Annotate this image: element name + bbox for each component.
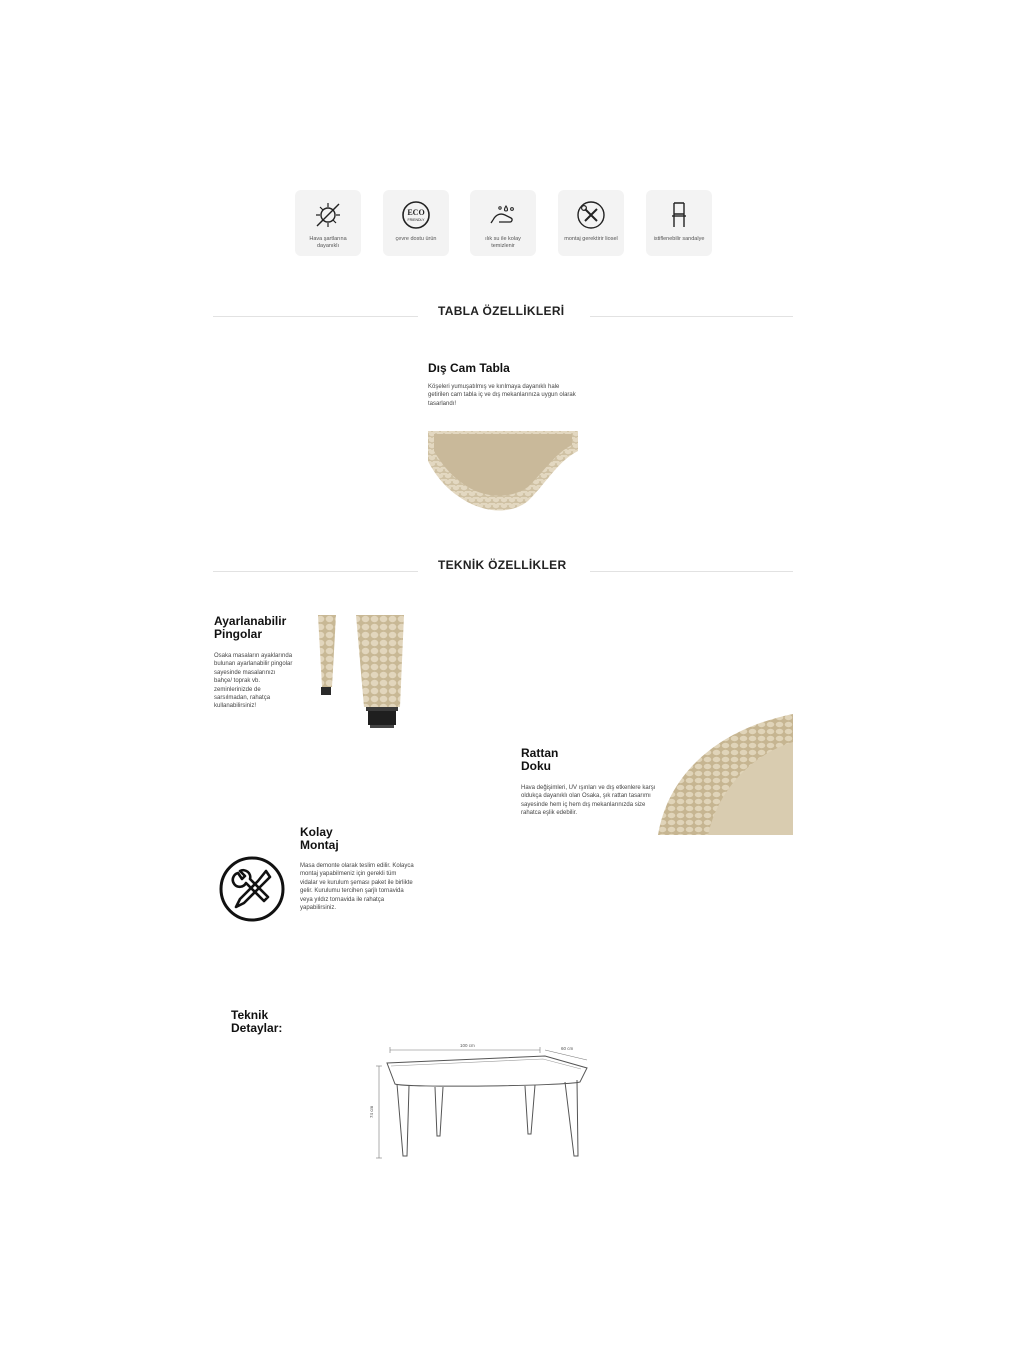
weather-resistant-icon — [311, 198, 345, 232]
tech-details-title-line2: Detaylar: — [231, 1021, 283, 1035]
feature-caption: montaj gerektirir liosel — [564, 236, 618, 242]
assembly-title — [300, 826, 339, 852]
assembly-title-line2: Montaj — [300, 838, 339, 852]
feature-caption: Hava şartlarına dayanıklı — [309, 236, 347, 249]
glass-top-description: Köşeleri yumuşatılmış ve kırılmaya dayanıklı hale getirilen cam tabla iç ve dış mekanlarınıza uygun olarak tasarlandı! — [428, 384, 576, 407]
dimension-height-label: 74 cm — [369, 1105, 374, 1118]
glass-top-corner-image — [428, 431, 578, 517]
assembly-tools-large-icon — [218, 855, 286, 923]
feature-tile-eco — [383, 190, 449, 256]
section-divider-left — [213, 316, 418, 317]
section-divider-right — [590, 316, 793, 317]
feature-caption: istiflenebilir sandalye — [653, 236, 705, 242]
rattan-title-line2: Doku — [521, 759, 551, 773]
dimension-width-label: 60 cm — [561, 1046, 574, 1051]
section-divider-right — [590, 571, 793, 572]
assembly-tools-icon — [574, 198, 608, 232]
glass-top-title: Dış Cam Tabla — [428, 361, 510, 375]
eco-badge-subtext: FRIENDLY — [407, 218, 425, 222]
easy-clean-icon — [486, 198, 520, 232]
section-title-tabla: TABLA ÖZELLİKLERİ — [438, 304, 565, 318]
adjustable-feet-title — [214, 615, 286, 641]
tech-details-title-line1: Teknik — [231, 1008, 269, 1022]
tech-details-title — [231, 1009, 282, 1035]
feature-tile-clean — [470, 190, 536, 256]
eco-friendly-icon — [399, 198, 433, 232]
section-divider-left — [213, 571, 418, 572]
rattan-texture-image — [658, 714, 793, 835]
assembly-description: Masa demonte olarak teslim edilir. Kolayca montaj yapabilmeniz için gerekli tüm vidalar ve kurulum şeması paket ile birlikte gelir. Kurulumu tercihen şarjlı tornavida veya yıldız tornavida ile rahatça yapabilirsiniz. — [300, 863, 414, 912]
feature-caption: çevre dostu ürün — [395, 236, 437, 242]
feature-tile-assembly — [558, 190, 624, 256]
rattan-description: Hava değişimleri, UV ışınları ve dış etkenlere karşı oldukça dayanıklı olan Osaka, şık rattan tasarımı sayesinde hem iç hem dış mekanlarınızda size rahatca eşlik edebilir. — [521, 785, 656, 817]
section-title-teknik: TEKNİK ÖZELLİKLER — [438, 558, 567, 572]
stackable-chair-icon — [662, 198, 696, 232]
rattan-title — [521, 747, 558, 773]
eco-badge-text: ECO — [407, 208, 425, 217]
assembly-title-line1: Kolay — [300, 825, 333, 839]
dimension-length-label: 100 cm — [460, 1043, 475, 1048]
adjustable-feet-image — [316, 615, 428, 735]
feature-caption: ılık su ile kolay temizlenir — [485, 236, 521, 249]
table-dimension-drawing — [365, 1038, 595, 1188]
adjustable-feet-description: Osaka masaların ayaklarında bulunan ayarlanabilir pingolar sayesinde masalarınızı bahçe/ toprak vb. zeminlerinizde de sarsılmadan, rahatça kullanabilirsiniz! — [214, 653, 293, 710]
adjustable-feet-title-line1: Ayarlanabilir — [214, 614, 287, 628]
rattan-title-line1: Rattan — [521, 746, 559, 760]
feature-tile-weather — [295, 190, 361, 256]
adjustable-feet-title-line2: Pingolar — [214, 627, 263, 641]
feature-tile-stackable — [646, 190, 712, 256]
